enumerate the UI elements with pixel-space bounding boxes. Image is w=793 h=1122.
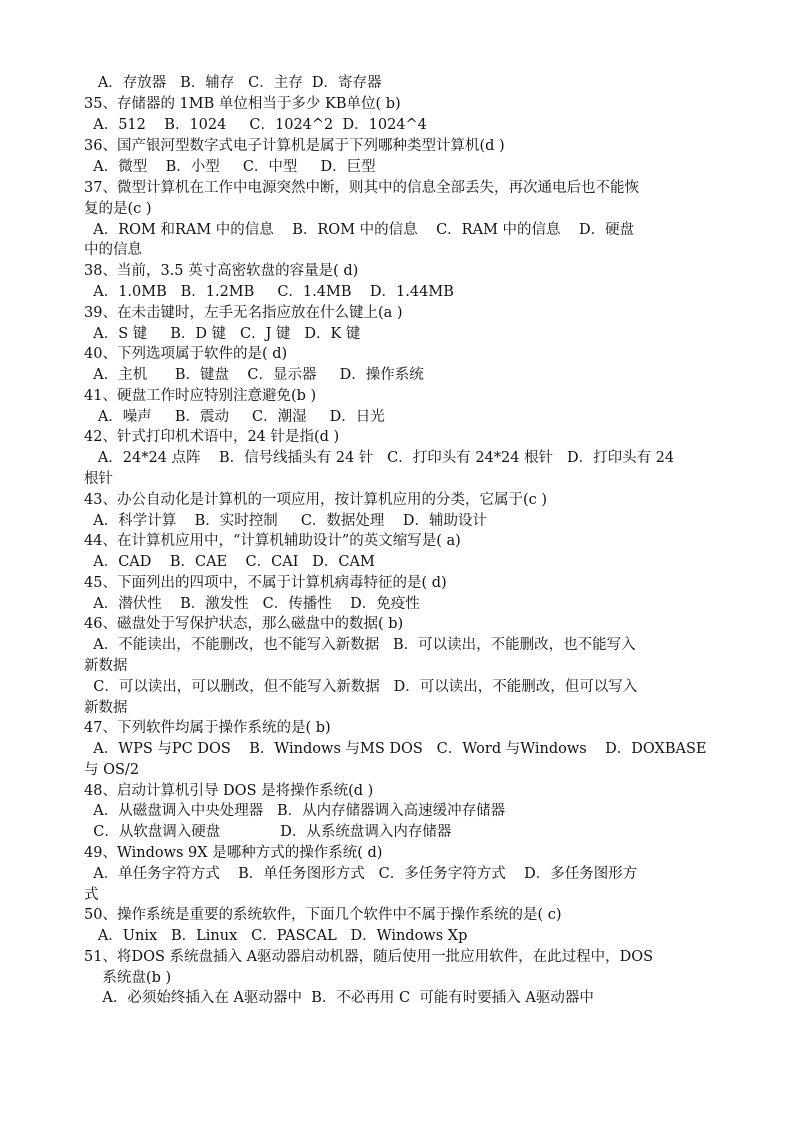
question-50: 50、操作系统是重要的系统软件，下面几个软件中不属于操作系统的是( c) — [84, 907, 562, 923]
text-line: A．从磁盘调入中央处理器 B．从内存储器调入高速缓冲存储器 — [84, 803, 506, 819]
text-line: A．S 键 B．D 键 C．J 键 D．K 键 — [84, 326, 361, 342]
text-line: A．微型 B．小型 C．中型 D．巨型 — [84, 159, 376, 175]
text-line: 式 — [84, 887, 99, 903]
text-line: A．必须始终插入在 A驱动器中 B．不必再用 C 可能有时要插入 A驱动器中 — [84, 990, 594, 1006]
text-line: 新数据 — [84, 700, 128, 716]
question-38: 38、当前，3.5 英寸高密软盘的容量是( d) — [84, 263, 359, 279]
question-48: 48、启动计算机引导 DOS 是将操作系统(d ) — [84, 783, 374, 799]
text-line: C．从软盘调入硬盘 D．从系统盘调入内存储器 — [84, 824, 452, 840]
text-line: C．可以读出，可以删改，但不能写入新数据 D．可以读出，不能删改，但可以写入 — [84, 679, 638, 695]
text-line: 系统盘(b ) — [84, 970, 172, 986]
text-line: 中的信息 — [84, 242, 142, 258]
question-35: 35、存储器的 1MB 单位相当于多少 KB单位( b) — [84, 96, 401, 112]
text-line: 复的是(c ) — [84, 201, 152, 217]
text-line: 与 OS/2 — [84, 762, 140, 778]
text-line: A．噪声 B．震动 C．潮湿 D．日光 — [84, 409, 385, 425]
question-49: 49、Windows 9X 是哪种方式的操作系统( d) — [84, 845, 383, 861]
text-line: A．科学计算 B．实时控制 C．数据处理 D．辅助设计 — [84, 513, 487, 529]
question-36: 36、国产银河型数字式电子计算机是属于下列哪种类型计算机(d ) — [84, 138, 505, 154]
question-37: 37、微型计算机在工作中电源突然中断，则其中的信息全部丢失，再次通电后也不能恢 — [84, 180, 639, 196]
text-line: A．CAD B．CAE C．CAI D．CAM — [84, 554, 375, 570]
question-47: 47、下列软件均属于操作系统的是( b) — [84, 720, 331, 736]
text-line: 新数据 — [84, 658, 128, 674]
text-line: A．WPS 与PC DOS B．Windows 与MS DOS C．Word 与Windows D．DOXBASE — [84, 741, 707, 757]
text-line: A．存放器 B．辅存 C．主存 D．寄存器 — [84, 75, 382, 91]
text-line: A．24*24 点阵 B．信号线插头有 24 针 C．打印头有 24*24 根针 D．打印头有 24 — [84, 450, 675, 466]
text-line: 根针 — [84, 471, 113, 487]
text-line: A．512 B．1024 C．1024^2 D．1024^4 — [84, 117, 427, 133]
text-line: A．主机 B．键盘 C．显示器 D．操作系统 — [84, 367, 424, 383]
text-line: A．ROM 和RAM 中的信息 B．ROM 中的信息 C．RAM 中的信息 D．硬盘 — [84, 222, 635, 238]
question-43: 43、办公自动化是计算机的一项应用，按计算机应用的分类，它属于(c ) — [84, 492, 547, 508]
question-41: 41、硬盘工作时应特别注意避免(b ) — [84, 388, 317, 404]
question-44: 44、在计算机应用中，“计算机辅助设计”的英文缩写是( a) — [84, 533, 461, 549]
question-42: 42、针式打印机术语中，24 针是指(d ) — [84, 429, 340, 445]
text-line: A．潜伏性 B．激发性 C．传播性 D．免疫性 — [84, 596, 420, 612]
question-46: 46、磁盘处于写保护状态，那么磁盘中的数据( b) — [84, 616, 404, 632]
question-40: 40、下列选项属于软件的是( d) — [84, 346, 288, 362]
question-45: 45、下面列出的四项中，不属于计算机病毒特征的是( d) — [84, 575, 447, 591]
question-51: 51、将DOS 系统盘插入 A驱动器启动机器，随后使用一批应用软件，在此过程中，DOS — [84, 949, 654, 965]
question-39: 39、在未击键时，左手无名指应放在什么键上(a ) — [84, 305, 403, 321]
text-line: A．单任务字符方式 B．单任务图形方式 C．多任务字符方式 D．多任务图形方 — [84, 866, 638, 882]
text-line: A．不能读出，不能删改，也不能写入新数据 B．可以读出，不能删改，也不能写入 — [84, 637, 636, 653]
text-line: A．Unix B．Linux C．PASCAL D．Windows Xp — [84, 928, 468, 944]
text-line: A．1.0MB B．1.2MB C．1.4MB D．1.44MB — [84, 284, 454, 300]
